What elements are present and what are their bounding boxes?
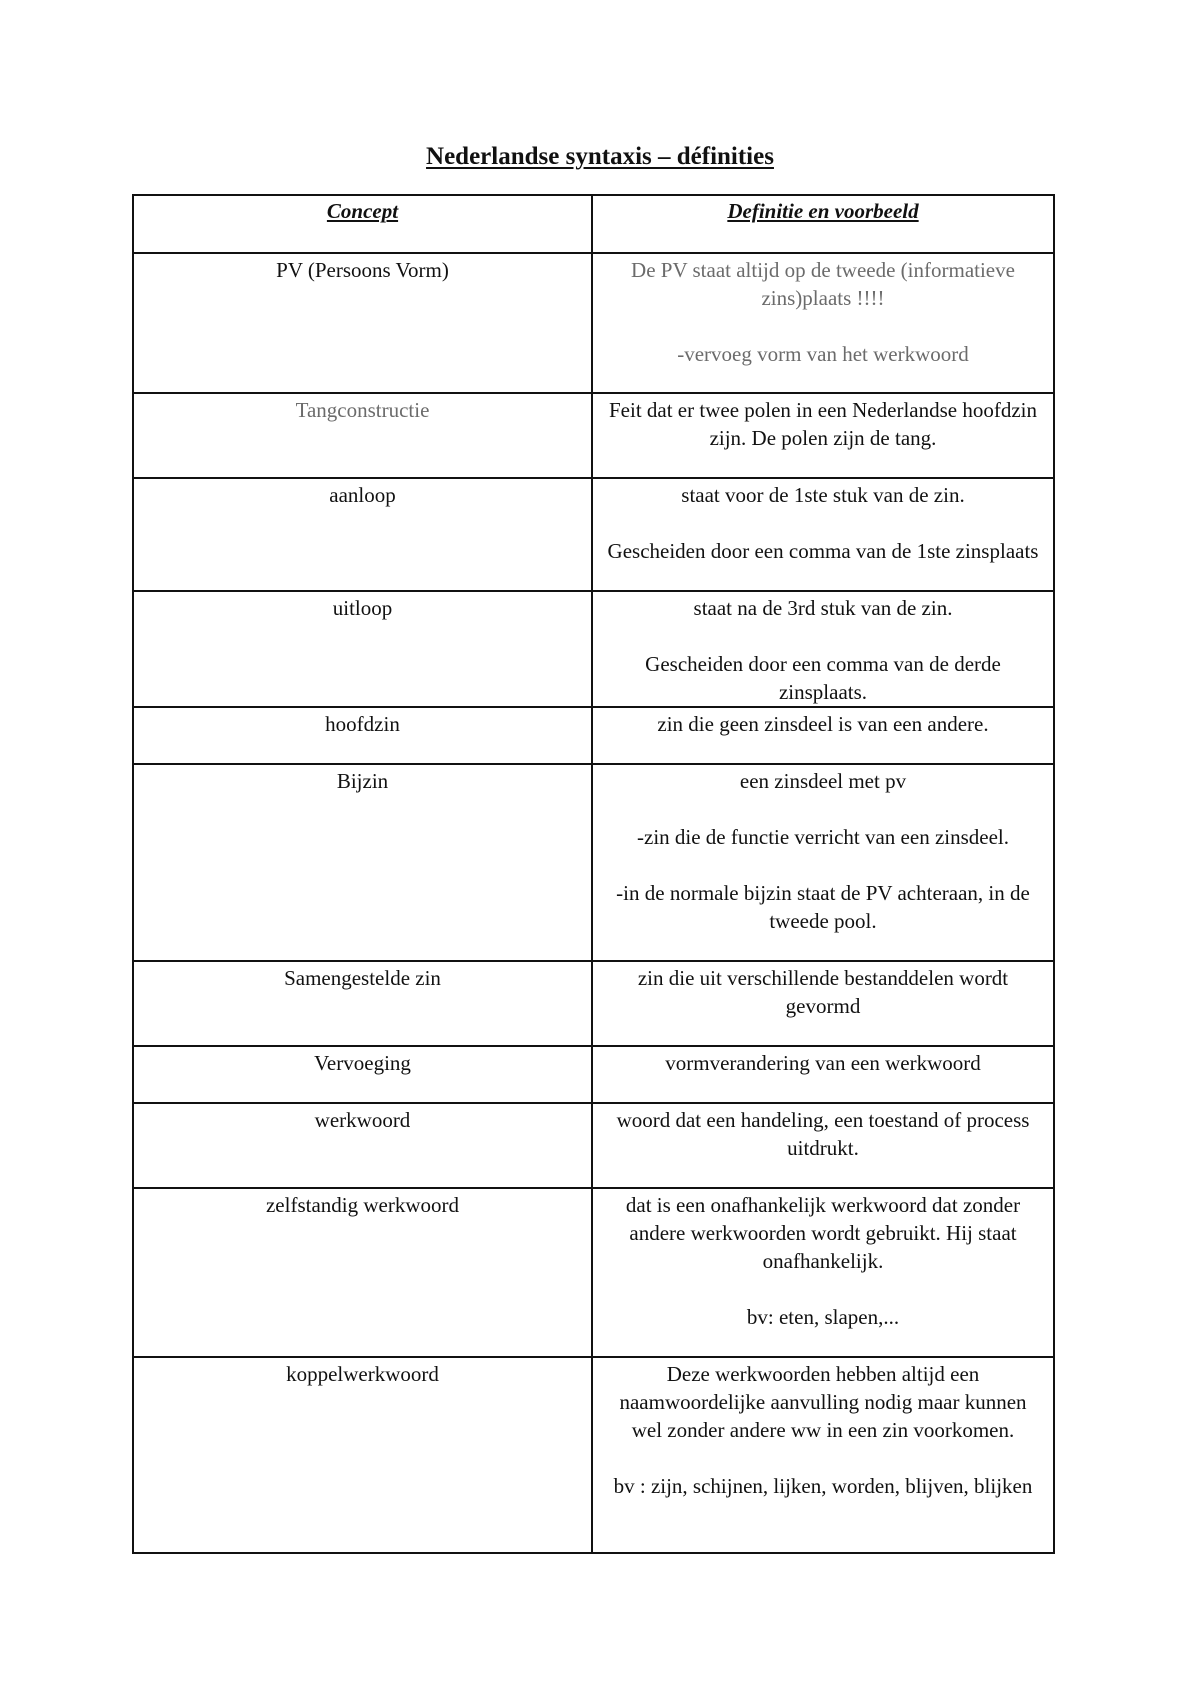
definition-text: dat is een onafhankelijk werkwoord dat zonder andere werkwoorden wordt gebruikt. Hij staat onafhankelijk.: [625, 1193, 1021, 1273]
page-title: Nederlandse syntaxis – définities: [426, 143, 774, 170]
table-row: [133, 591, 1054, 707]
table-row: [133, 1357, 1054, 1553]
concept-column-header: Concept: [133, 195, 592, 253]
concept-text: uitloop: [332, 596, 393, 620]
concept-text: zelfstandig werkwoord: [265, 1193, 460, 1217]
definition-cell: [592, 393, 1054, 478]
definition-text: staat voor de 1ste stuk van de zin.: [681, 483, 965, 507]
definition-text: bv : zijn, schijnen, lijken, worden, blijven, blijken: [613, 1474, 1033, 1498]
definition-text: -in de normale bijzin staat de PV achteraan, in de tweede pool.: [616, 881, 1030, 933]
concept-cell: [133, 764, 592, 961]
definition-cell: [592, 478, 1054, 591]
concept-cell: [133, 1046, 592, 1103]
concept-text: Samengestelde zin: [284, 966, 441, 990]
definition-cell: [592, 1357, 1054, 1553]
concept-cell: [133, 1357, 592, 1553]
table-row: [133, 764, 1054, 961]
concept-text: koppelwerkwoord: [286, 1362, 439, 1386]
concept-text: Bijzin: [336, 769, 389, 793]
definition-text: Gescheiden door een comma van de derde zinsplaats.: [645, 652, 1001, 704]
concept-cell: [133, 1188, 592, 1357]
table-row: [133, 253, 1054, 393]
definition-text: -vervoeg vorm van het werkwoord: [677, 342, 969, 366]
table-row: [133, 1046, 1054, 1103]
concept-cell: [133, 961, 592, 1046]
table-row: [133, 707, 1054, 764]
definition-text: De PV staat altijd op de tweede (informatieve zins)plaats !!!!: [631, 258, 1015, 310]
concept-cell: [133, 707, 592, 764]
definition-cell: [592, 1046, 1054, 1103]
concept-cell: [133, 393, 592, 478]
concept-text: Vervoeging: [314, 1051, 411, 1075]
definition-column-header: Definitie en voorbeeld: [592, 195, 1054, 253]
definition-cell: [592, 764, 1054, 961]
table-row: [133, 961, 1054, 1046]
concept-cell: [133, 253, 592, 393]
definition-text: -zin die de functie verricht van een zinsdeel.: [637, 825, 1009, 849]
concept-text: hoofdzin: [325, 712, 400, 736]
concept-text: aanloop: [329, 483, 396, 507]
concept-text: Tangconstructie: [295, 398, 430, 422]
definition-cell: [592, 1103, 1054, 1188]
definition-text: zin die geen zinsdeel is van een andere.: [657, 712, 989, 736]
definition-text: Deze werkwoorden hebben altijd een naamwoordelijke aanvulling nodig maar kunnen wel zonder andere ww in een zin voorkomen.: [619, 1362, 1027, 1442]
definitions-table: [132, 194, 1055, 1554]
table-header-row: [133, 195, 1054, 253]
definition-cell: [592, 591, 1054, 707]
concept-cell: [133, 478, 592, 591]
definition-cell: [592, 253, 1054, 393]
table-row: [133, 393, 1054, 478]
definition-text: staat na de 3rd stuk van de zin.: [693, 596, 953, 620]
definition-text: een zinsdeel met pv: [739, 769, 907, 793]
concept-text: werkwoord: [314, 1108, 411, 1132]
definition-text: Feit dat er twee polen in een Nederlandse hoofdzin zijn. De polen zijn de tang.: [608, 398, 1037, 450]
definition-cell: [592, 707, 1054, 764]
definition-text: woord dat een handeling, een toestand of process uitdrukt.: [616, 1108, 1030, 1160]
table-row: [133, 478, 1054, 591]
definition-text: bv: eten, slapen,...: [746, 1305, 900, 1329]
definition-cell: [592, 961, 1054, 1046]
concept-text: PV (Persoons Vorm): [276, 258, 449, 282]
definition-text: zin die uit verschillende bestanddelen wordt gevormd: [637, 966, 1009, 1018]
definition-text: vormverandering van een werkwoord: [665, 1051, 981, 1075]
definition-cell: [592, 1188, 1054, 1357]
definition-text: Gescheiden door een comma van de 1ste zinsplaats: [607, 539, 1039, 563]
table-row: [133, 1188, 1054, 1357]
concept-cell: [133, 1103, 592, 1188]
table-row: [133, 1103, 1054, 1188]
concept-cell: [133, 591, 592, 707]
